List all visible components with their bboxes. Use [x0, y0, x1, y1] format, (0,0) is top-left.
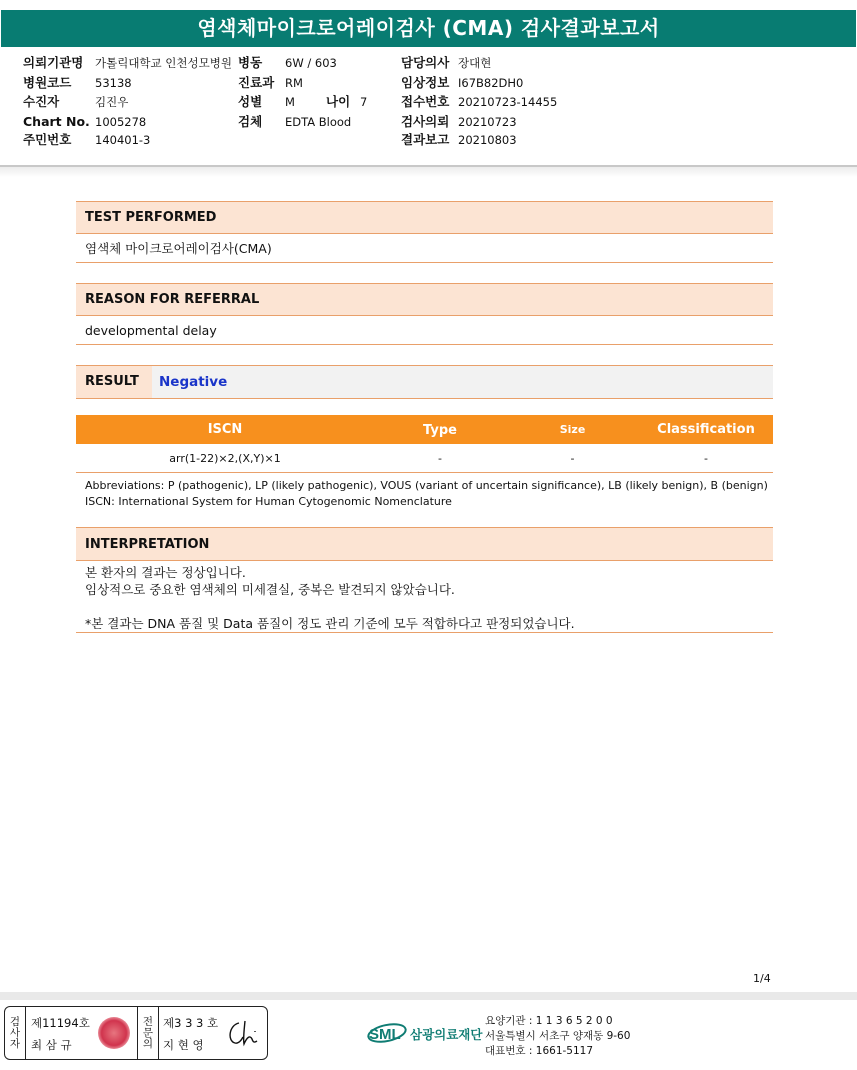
resident-no-field: 주민번호 — [23, 132, 72, 147]
interpretation-body — [85, 564, 575, 632]
col-type: Type — [423, 423, 457, 438]
interpretation-spacer — [85, 598, 575, 615]
abbreviations — [85, 478, 768, 510]
report-date-value: 20210803 — [458, 133, 517, 147]
result-value: Negative — [159, 374, 228, 390]
receipt-no-field: 접수번호 — [401, 94, 450, 109]
interpretation-note: *본 결과는 DNA 품질 및 Data 품질이 정도 관리 기준에 모두 적합하다고 판정되었습니다. — [85, 616, 575, 631]
interpretation-heading: INTERPRETATION — [76, 527, 773, 561]
ward-value: 6W / 603 — [285, 56, 337, 70]
patient-field: 수진자 — [23, 94, 60, 109]
hospital-value: 가톨릭대학교 인천성모병원 — [95, 56, 232, 70]
sex-field: 성별 — [238, 94, 263, 109]
clinical-info-value: I67B82DH0 — [458, 76, 524, 90]
test-performed-body: 염색체 마이크로어레이검사(CMA) — [76, 234, 773, 263]
test-performed-heading: TEST PERFORMED — [76, 201, 773, 234]
hospital-code-value: 53138 — [95, 76, 132, 90]
reason-body: developmental delay — [76, 316, 773, 345]
cell-classification: - — [704, 452, 708, 465]
address-line: 서울특별시 서초구 양재동 9-60 — [485, 1030, 631, 1042]
organization-address — [485, 1014, 630, 1059]
hospital-code-field: 병원코드 — [23, 75, 72, 90]
hospital-field — [23, 54, 83, 72]
interpretation-line: 본 환자의 결과는 정상입니다. — [85, 565, 246, 580]
specialist-label — [137, 1007, 159, 1059]
chart-no-value: 1005278 — [95, 115, 147, 129]
abbreviations-line: Abbreviations: P (pathogenic), LP (likely pathogenic), VOUS (variant of uncertain significance), LB (likely benign), B (benign) — [85, 479, 768, 492]
request-date-field: 검사의뢰 — [401, 114, 450, 129]
age-value: 7 — [360, 95, 368, 109]
report-title: 염색체마이크로어레이검사 (CMA) 검사결과보고서 — [1, 10, 856, 47]
request-date-value: 20210723 — [458, 115, 517, 129]
tester-name: 최 삼 규 — [31, 1038, 72, 1052]
specialist-license-no: 제3 3 3 호 — [163, 1016, 219, 1030]
department-value: RM — [285, 76, 303, 90]
cell-iscn: arr(1-22)×2,(X,Y)×1 — [169, 452, 281, 465]
tester-label — [5, 1007, 26, 1059]
patient-value: 김진우 — [95, 95, 129, 109]
specimen-field: 검체 — [238, 114, 263, 129]
iscn-definition: ISCN: International System for Human Cytogenomic Nomenclature — [85, 495, 452, 508]
resident-no-value: 140401-3 — [95, 133, 151, 147]
table-row — [76, 445, 773, 473]
organization-name: 삼광의료재단 — [410, 1027, 483, 1042]
address-line: 대표번호 : 1661-5117 — [485, 1045, 594, 1057]
specialist-name: 지 현 영 — [163, 1038, 204, 1052]
specimen-value: EDTA Blood — [285, 115, 352, 129]
chart-no-field: Chart No. — [23, 114, 90, 129]
ward-field: 병동 — [238, 55, 263, 70]
cell-type: - — [438, 452, 442, 465]
signature-box — [4, 1006, 268, 1060]
doctor-value: 장대현 — [458, 56, 492, 70]
page-number: 1/4 — [753, 972, 771, 985]
cell-size: - — [570, 452, 575, 465]
result-label: RESULT — [76, 366, 152, 398]
signature-icon — [225, 1017, 263, 1049]
tester-license-no: 제11194호 — [31, 1016, 90, 1030]
col-classification: Classification — [657, 422, 755, 437]
interpretation-line: 임상적으로 중요한 염색체의 미세결실, 중복은 발견되지 않았습니다. — [85, 582, 455, 597]
receipt-no-value: 20210723-14455 — [458, 95, 558, 109]
patient-info-header — [0, 50, 857, 166]
address-line: 요양기관 : 1 1 3 6 5 2 0 0 — [485, 1015, 613, 1027]
sex-value: M — [285, 95, 295, 109]
result-row — [76, 365, 773, 399]
col-iscn: ISCN — [207, 422, 243, 437]
interpretation-divider — [76, 632, 773, 633]
doctor-field: 담당의사 — [401, 55, 450, 70]
seal-stamp-icon — [98, 1017, 130, 1049]
header-shadow — [0, 167, 857, 177]
report-date-field: 결과보고 — [401, 132, 450, 147]
age-field: 나이 — [326, 94, 351, 109]
department-field: 진료과 — [238, 75, 275, 90]
col-size: Size — [559, 423, 586, 436]
reason-heading: REASON FOR REFERRAL — [76, 283, 773, 316]
specialist-label-text: 전 문 의 — [142, 1015, 154, 1050]
result-table-header — [76, 415, 773, 444]
field-label: 의뢰기관명 — [23, 55, 84, 70]
sml-logo-icon — [367, 1013, 409, 1053]
sml-logo-text: SML — [369, 1026, 401, 1043]
clinical-info-field: 임상정보 — [401, 75, 450, 90]
tester-label-text: 검 사 자 — [9, 1015, 21, 1050]
